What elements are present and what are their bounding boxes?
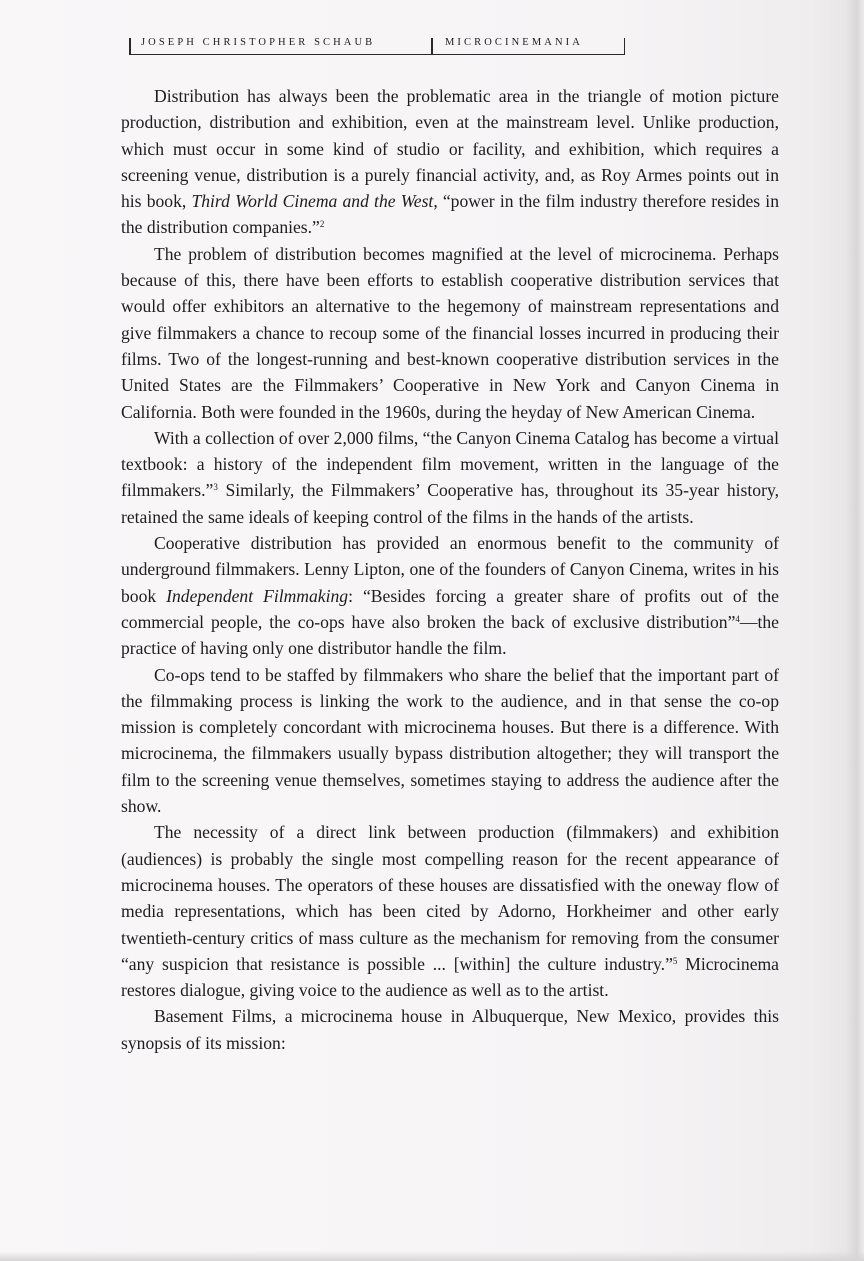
text-run: Distribution has always been the problematic area in the triangle of motion picture production, distribution and exhibition, even at the mainstream level. Unlike production, which must occur in some kind of studio or facility, and exhibition, which requires a screening venue, distribution is a purely financial activity, and, as Roy Armes points out in his book, [121,86,779,212]
text-run: The necessity of a direct link between production (filmmakers) and exhibition (audiences) is probably the single most compelling reason for the recent appearance of microcinema houses. The operators of these houses are dissatisfied with the oneway flow of media representations, which has been cited by Adorno, Horkheimer and other early twentieth-century critics of mass culture as the mechanism for removing from the consumer “any suspicion that resistance is possible ... [within] the culture industry.” [121,822,779,974]
text-run: —the practice of having only one distributor handle the film. [121,611,779,659]
header-book-title: MICROCINEMANIA [445,37,583,48]
paragraph [121,819,779,1003]
text-run: Basement Films, a microcinema house in Albuquerque, New Mexico, provides this synopsis of its mission: [121,1006,779,1053]
header-rule-divider [431,38,433,55]
text-run: The problem of distribution becomes magnified at the level of microcinema. Perhaps because of this, there have been efforts to establish cooperative distribution services that would offer exhibitors an alternative to the hegemony of mainstream representations and give filmmakers a chance to recoup some of the financial losses incurred in producing their films. Two of the longest-running and best-known cooperative distribution services in the United States are the Filmmakers’ Cooperative in New York and Canyon Cinema in California. Both were founded in the 1960s, during the heyday of New American Cinema. [121,243,779,422]
text-run: With a collection of over 2,000 films, “the Canyon Cinema Catalog has become a virtual textbook: a history of the independent film movement, written in the language of the filmmakers.” [121,427,779,501]
paragraph [121,83,779,241]
paragraph [121,241,779,425]
page-edge-shadow [846,0,864,1261]
page-bottom-shadow [0,1251,864,1261]
footnote-marker: 2 [319,219,325,230]
header-author: JOSEPH CHRISTOPHER SCHAUB [141,37,376,48]
header-rule-left [129,38,131,55]
book-title-italic: Independent Filmmaking [166,585,349,606]
paragraph [121,530,779,661]
book-title-italic: Third World Cinema and the West [191,191,434,212]
header-rule-right [624,38,626,55]
text-run: Co-ops tend to be staffed by filmmakers who share the belief that the important part of the filmmaking process is linking the work to the audience, and in that sense the co-op mission is completely concordant with microcinema houses. But there is a difference. With microcinema, the filmmakers usually bypass distribution altogether; they will transport the film to the screening venue themselves, sometimes staying to address the audience after the show. [121,664,779,817]
footnote-marker: 3 [213,482,218,493]
text-run: Cooperative distribution has provided an enormous benefit to the community of underground filmmakers. Lenny Lipton, one of the founders of Canyon Cinema, writes in his book [121,533,779,606]
text-run: Similarly, the Filmmakers’ Cooperative has, throughout its 35-year history, retained the same ideals of keeping control of the films in the hands of the artists. [121,480,779,527]
footnote-marker: 4 [735,613,740,624]
paragraph [121,1003,779,1056]
paragraph [121,425,779,530]
text-run: Microcinema restores dialogue, giving voice to the audience as well as to the artist. [121,953,779,1001]
footnote-marker: 5 [672,955,678,966]
text-run: , “power in the film industry therefore resides in the distribution companies.” [121,191,779,238]
text-run: : “Besides forcing a greater share of profits out of the commercial people, the co-ops have also broken the back of exclusive distribution” [121,585,779,632]
paragraph [121,662,779,820]
body-text [121,83,779,1056]
running-header [129,32,625,55]
